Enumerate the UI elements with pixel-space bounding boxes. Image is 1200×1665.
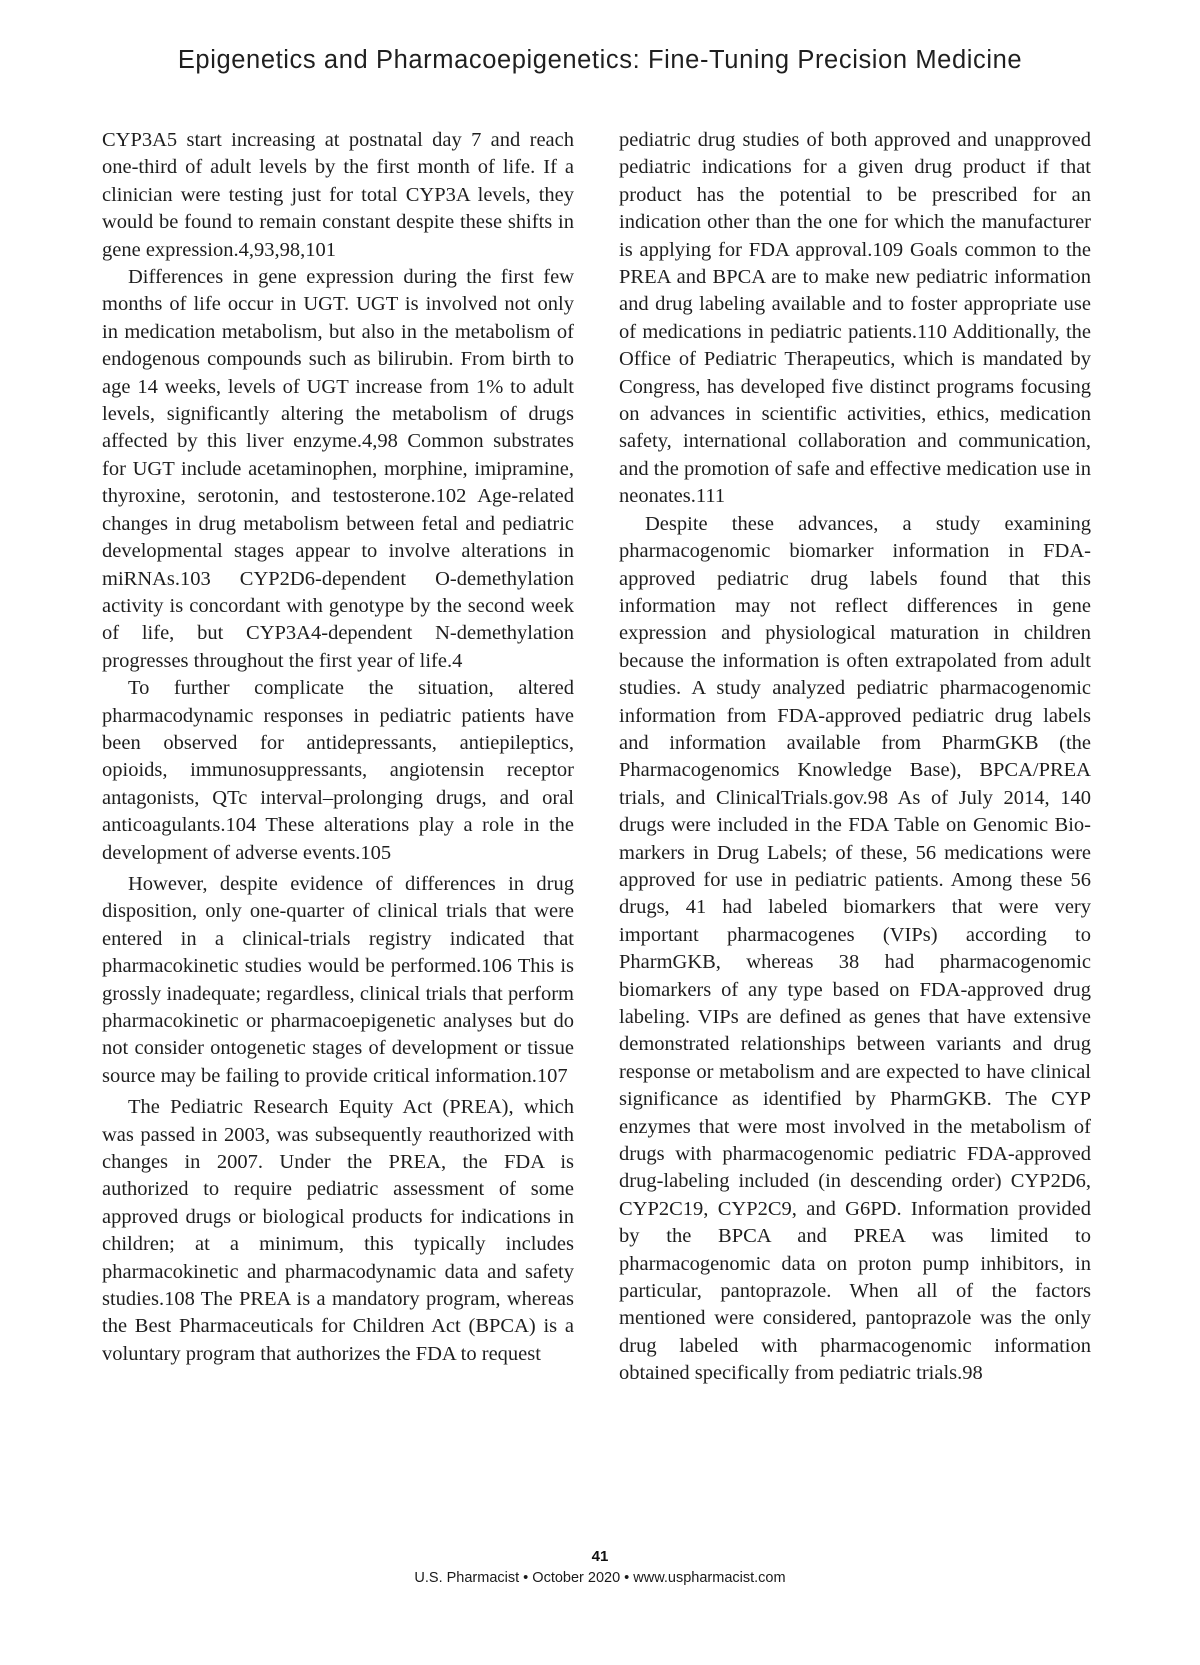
paragraph: However, despite evidence of differences in drug disposition, only one-quarter of clinical trials that were entered in a clinical-trials registry indicated that pharmacokinetic studies would be performed.106 This is grossly inadequate; regardless, clinical trials that perform pharmacokinetic or pharmacoepigenetic analyses but do not consider ontogenetic stages of development or tissue source may be failing to provide critical information.107 (102, 872, 574, 1087)
paragraph: Differences in gene expression during the first few months of life occur in UGT. UGT is involved not only in medication metabolism, but also in the metabolism of endogenous compounds such as bilirubin. From birth to age 14 weeks, levels of UGT increase from 1% to adult levels, significantly altering the metabolism of drugs affected by this liver enzyme.4,98 Common substrates for UGT include acetaminophen, morphine, imipramine, thyroxine, serotonin, and testosterone.102 Age-related changes in drug metabolism between fetal and pediatric developmental stages appear to involve alterations in miRNAs.103 CYP2D6-dependent O-demethylation activity is concordant with genotype by the second week of life, but CYP3A4-dependent N-demethylation progresses throughout the first year of life.4 (102, 266, 574, 672)
left-column (102, 127, 574, 1368)
right-column (619, 127, 1091, 1388)
paragraph: pediatric drug studies of both approved and unapproved pediatric indications for a given drug product if that product has the potential to be prescribed for an indication other than the one for which the manufacturer is applying for FDA approval.109 Goals common to the PREA and BPCA are to make new pediatric information and drug labeling available and to foster appropriate use of medications in pediatric patients.110 Additionally, the Office of Pediatric Therapeutics, which is mandated by Congress, has developed five distinct programs focusing on advances in scientific activities, ethics, medication safety, international collaboration and communication, and the promotion of safe and effective medication use in neonates.111 (619, 129, 1091, 508)
paragraph: CYP3A5 start increasing at postnatal day 7 and reach one-third of adult levels by the first month of life. If a clinician were testing just for total CYP3A levels, they would be found to remain constant despite these shifts in gene expression.4,93,98,101 (102, 129, 574, 261)
page-number: 41 (591, 1548, 609, 1565)
paragraph: The Pediatric Research Equity Act (PREA), which was passed in 2003, was subsequently reauthorized with changes in 2007. Under the PREA, the FDA is authorized to require pediatric assessment of some approved drugs or biological products for indications in children; at a minimum, this typically includes pharmacokinetic and pharmacodynamic data and safety studies.108 The PREA is a mandatory program, whereas the Best Pharmaceuticals for Children Act (BPCA) is a voluntary program that authorizes the FDA to request (102, 1096, 574, 1365)
publication-footer: U.S. Pharmacist • October 2020 • www.uspharmacist.com (414, 1570, 786, 1586)
paragraph: To further complicate the situation, altered pharmacodynamic responses in pediatric patients have been observed for antidepressants, antiepileptics, opioids, immunosuppressants, angiotensin receptor antagonists, QTc interval–prolonging drugs, and oral anticoagulants.104 These alterations play a role in the development of adverse events.105 (102, 677, 574, 864)
running-header: Epigenetics and Pharmacoepigenetics: Fine-Tuning Precision Medicine (177, 46, 1023, 74)
paragraph: Despite these advances, a study examining pharmacogenomic biomarker information in FDA-approved pediatric drug labels found that this information may not reflect differences in gene expression and physiological maturation in children because the information is often extrapolated from adult studies. A study analyzed pediatric pharmacogenomic information from FDA-approved pediatric drug labels and information available from PharmGKB (the Pharmacogenomics Knowledge Base), BPCA/PREA trials, and ClinicalTrials.gov.98 As of July 2014, 140 drugs were included in the FDA Table on Genomic Biomarkers in Drug Labels; of these, 56 medications were approved for use in pediatric patients. Among these 56 drugs, 41 had labeled biomarkers that were very important pharmacogenes (VIPs) according to PharmGKB, whereas 38 had pharmacogenomic biomarkers of any type based on FDA-approved drug labeling. VIPs are defined as genes that have extensive demonstrated relationships between variants and drug response or metabolism and are expected to have clinical significance as identified by PharmGKB. The CYP enzymes that were most involved in the metabolism of drugs with pharmacogenomic pediatric FDA-approved drug-labeling included (in descending order) CYP2D6, CYP2C19, CYP2C9, and G6PD. Information provided by the BPCA and PREA was limited to pharmacogenomic data on proton pump inhibitors, in particular, pantoprazole. When all of the factors mentioned were considered, pantoprazole was the only drug labeled with pharmacogenomic information obtained specifically from pediatric trials.98 (619, 512, 1091, 1385)
